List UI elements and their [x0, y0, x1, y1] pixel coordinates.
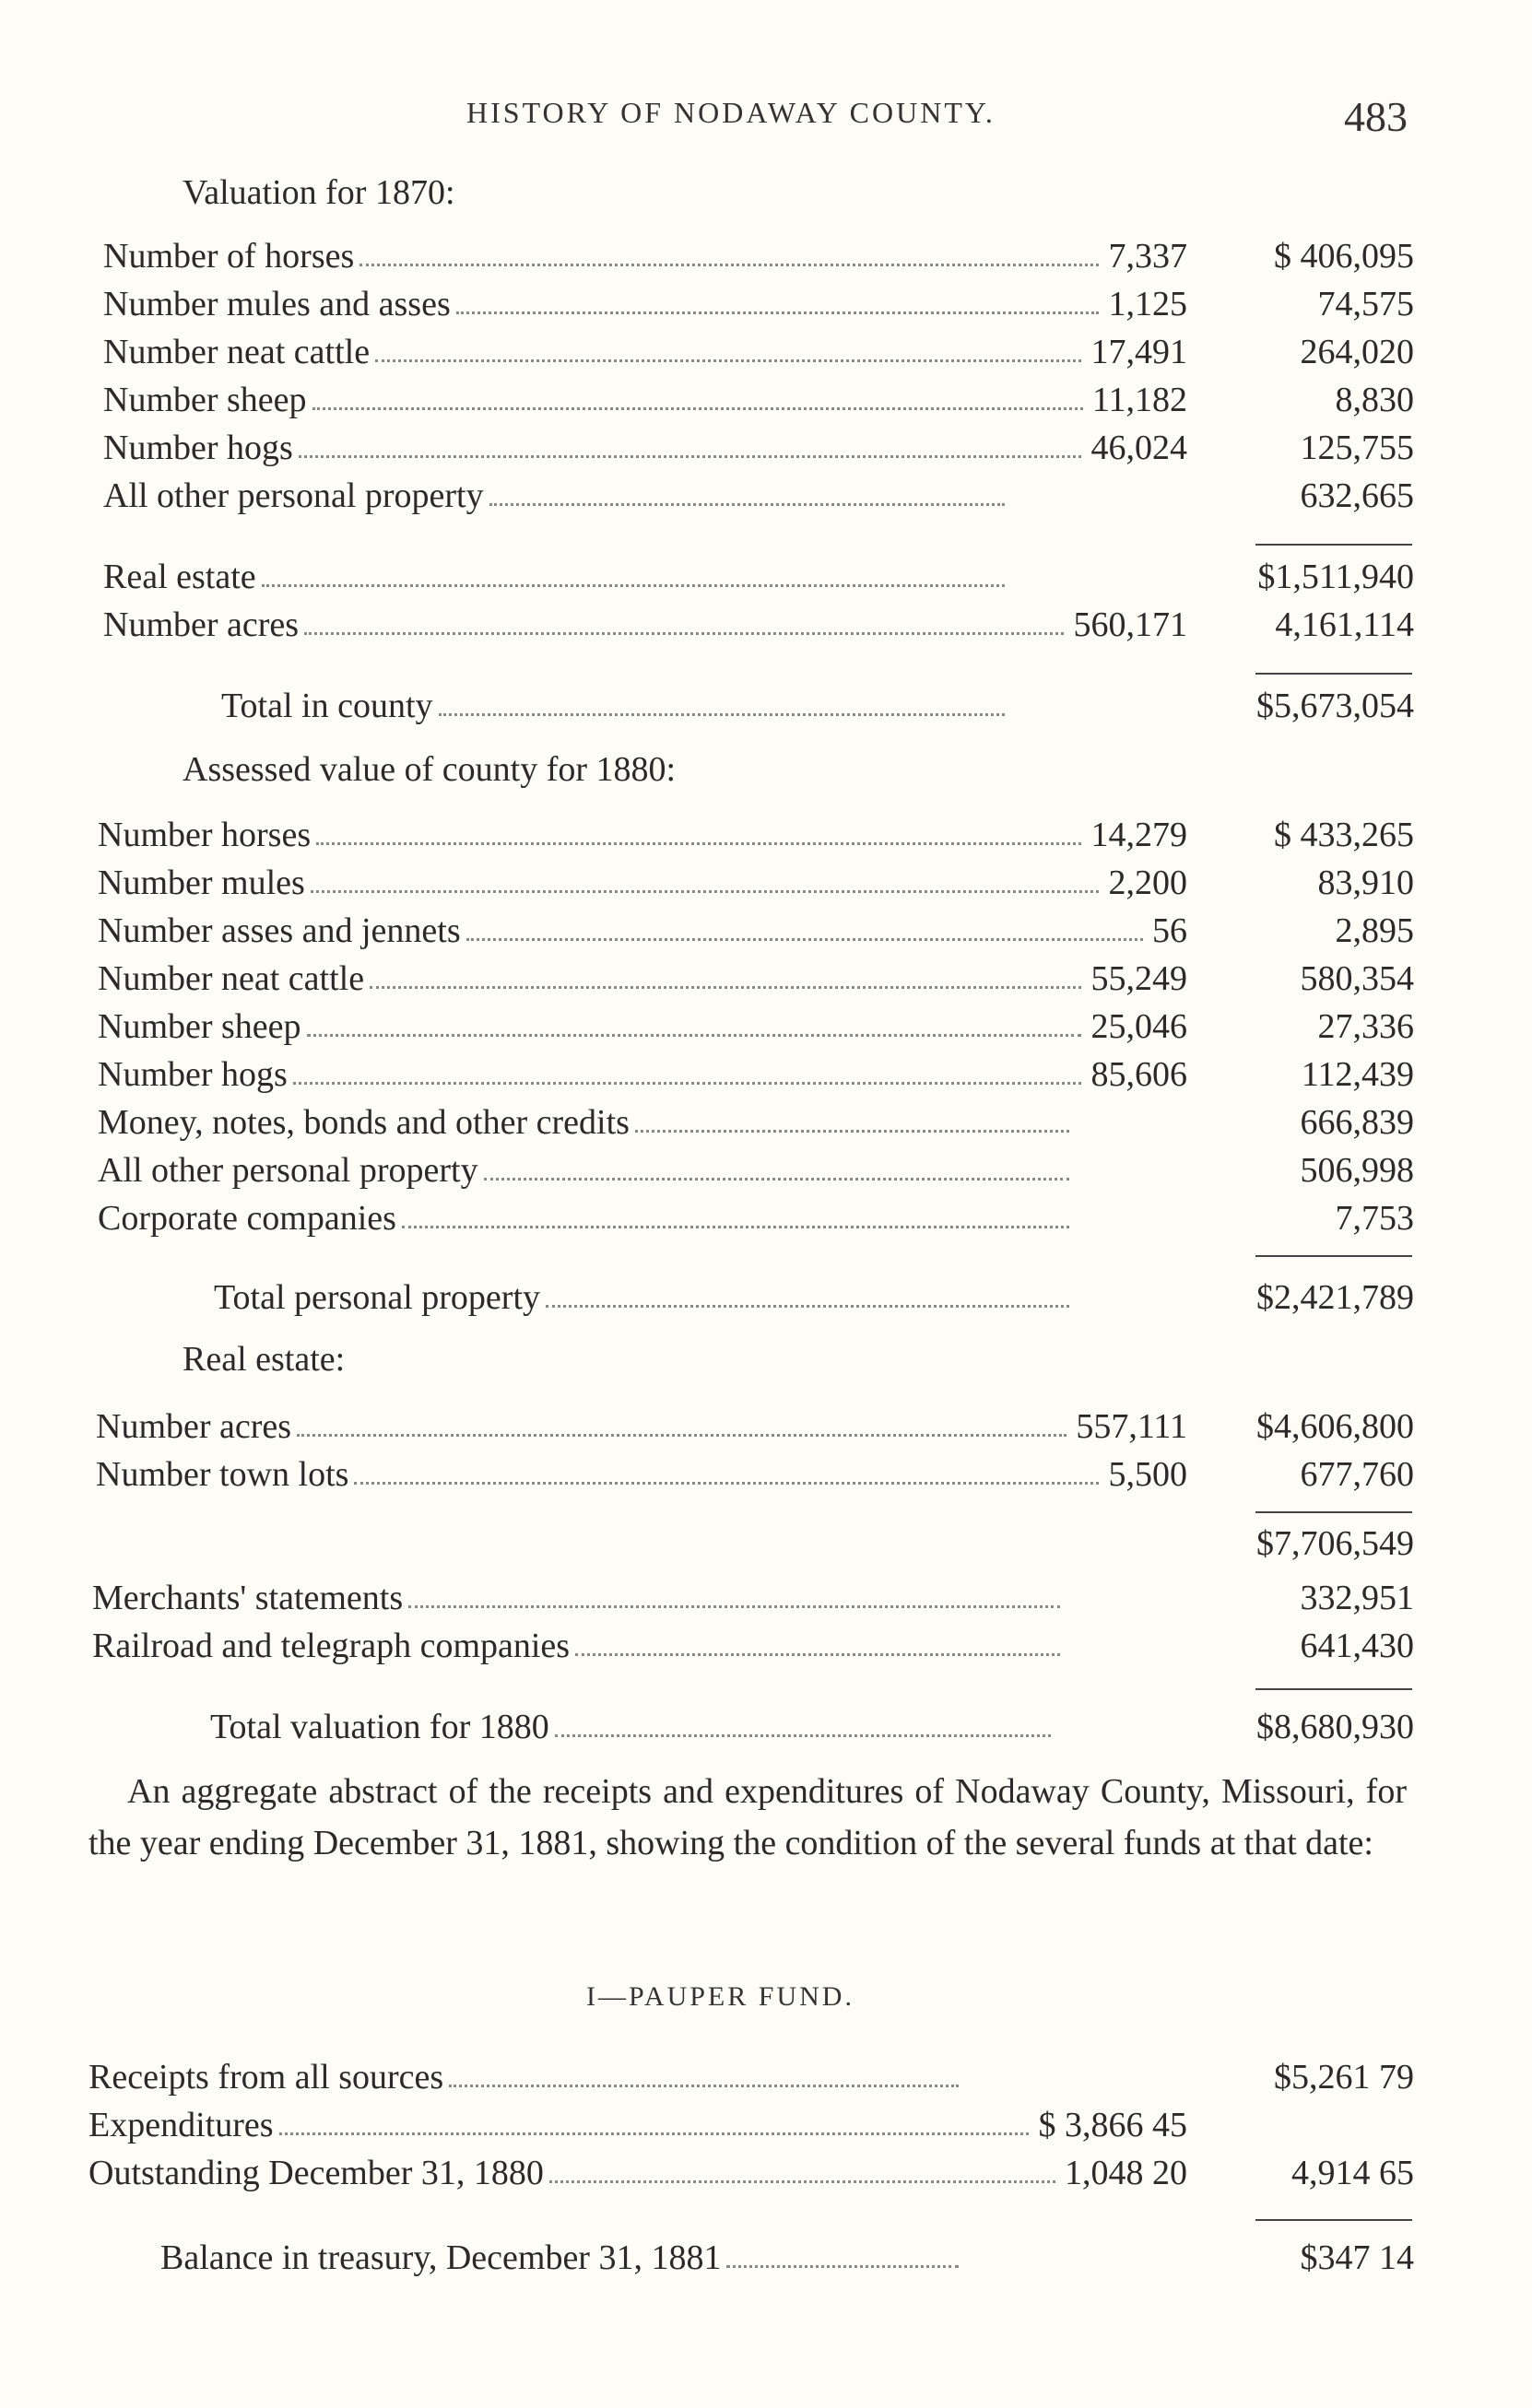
leader-dots: [279, 2132, 1030, 2135]
table-row: [96, 1406, 1414, 1449]
row-label: Number acres: [103, 605, 300, 644]
leader-dots: [466, 938, 1143, 941]
row-label: Number town lots: [96, 1455, 349, 1494]
leader-dots: [449, 2085, 959, 2087]
table-row: [88, 2105, 1414, 2147]
heading-1880: Assessed value of county for 1880:: [183, 750, 677, 789]
leader-dots: [456, 311, 1100, 314]
row-value: 125,755: [1300, 429, 1414, 467]
row-value: 580,354: [1300, 959, 1414, 998]
row-count: 557,111: [1076, 1407, 1187, 1446]
leader-dots: [299, 455, 1082, 458]
row-label: All other personal property: [103, 476, 484, 515]
total-value: $5,673,054: [1256, 687, 1414, 725]
leader-dots: [307, 1034, 1082, 1037]
row-count: 1,048 20: [1065, 2154, 1187, 2192]
row-value: 641,430: [1300, 1627, 1414, 1665]
leader-dots: [316, 842, 1081, 845]
row-label: Number neat cattle: [98, 959, 365, 998]
row-count: 17,491: [1090, 333, 1187, 371]
row-value: 4,161,114: [1275, 605, 1414, 644]
table-row: [98, 1150, 1414, 1192]
leader-dots: [549, 2180, 1055, 2183]
rule: [1255, 2219, 1412, 2221]
row-label: Number neat cattle: [103, 333, 371, 371]
row-value: $ 433,265: [1274, 816, 1414, 854]
row-value: 666,839: [1300, 1103, 1414, 1142]
page-number: 483: [1344, 93, 1408, 140]
row-value: 632,665: [1300, 476, 1414, 515]
row-label: Number asses and jennets: [98, 911, 461, 950]
row-count: 56: [1152, 911, 1187, 950]
leader-dots: [370, 986, 1081, 989]
row-count: 25,046: [1090, 1007, 1187, 1046]
row-value: 83,910: [1317, 863, 1414, 902]
table-row: [98, 1006, 1414, 1049]
row-label: Expenditures: [88, 2106, 274, 2144]
row-label: Railroad and telegraph companies: [92, 1627, 571, 1665]
row-label: Number of horses: [103, 237, 355, 276]
total-row: [214, 1277, 1414, 1320]
row-label: Number hogs: [103, 429, 293, 467]
table-row: [96, 1454, 1414, 1497]
total-label: Total valuation for 1880: [210, 1708, 549, 1746]
table-row: [98, 1198, 1414, 1240]
row-label: Number acres: [96, 1407, 292, 1446]
table-row: [98, 815, 1414, 857]
leader-dots: [312, 407, 1083, 410]
row-label: Corporate companies: [98, 1199, 396, 1238]
row-label: Number sheep: [98, 1007, 301, 1046]
row-label: Number hogs: [98, 1055, 288, 1094]
pauper-fund-heading: I—PAUPER FUND.: [586, 1981, 854, 2012]
row-label: Number mules: [98, 863, 305, 902]
rule: [1255, 544, 1412, 546]
table-row: [98, 910, 1414, 953]
row-label: All other personal property: [98, 1151, 478, 1190]
table-row: [103, 284, 1414, 326]
leader-dots: [439, 713, 1005, 716]
leader-dots: [408, 1605, 1060, 1608]
table-row: [103, 380, 1414, 422]
leader-dots: [293, 1082, 1082, 1085]
rule: [1255, 1255, 1412, 1257]
row-count: 11,182: [1091, 381, 1187, 419]
table-row: [98, 1102, 1414, 1145]
leader-dots: [546, 1305, 1069, 1308]
row-value: 264,020: [1300, 333, 1414, 371]
abstract-paragraph-text: An aggregate abstract of the receipts and expenditures of Nodaway County, Missouri, for the year ending December 31, 1881, showing the condition of the several funds at that date:: [88, 1772, 1407, 1862]
rule: [1255, 1511, 1412, 1513]
total-label: Balance in treasury, December 31, 1881: [160, 2238, 722, 2277]
row-label: Number mules and asses: [103, 285, 451, 323]
row-value: 332,951: [1300, 1579, 1414, 1617]
table-row: [98, 863, 1414, 905]
total-label: Total personal property: [214, 1278, 541, 1317]
row-count: 14,279: [1090, 816, 1187, 854]
row-count: $ 3,866 45: [1038, 2106, 1187, 2144]
total-value: $8,680,930: [1256, 1708, 1414, 1746]
row-count: 7,337: [1108, 237, 1187, 276]
leader-dots: [262, 584, 1005, 587]
row-label: Number horses: [98, 816, 312, 854]
row-value: 2,895: [1335, 911, 1414, 950]
table-row: [92, 1626, 1414, 1668]
table-row: [88, 2057, 1414, 2099]
leader-dots: [484, 1178, 1069, 1181]
table-row: [103, 428, 1414, 470]
leader-dots: [555, 1734, 1051, 1737]
row-count: 46,024: [1090, 429, 1187, 467]
row-value: 506,998: [1300, 1151, 1414, 1190]
leader-dots: [375, 359, 1081, 362]
row-count: 1,125: [1108, 285, 1187, 323]
row-value: $ 406,095: [1274, 237, 1414, 276]
leader-dots: [359, 264, 1099, 266]
leader-dots: [297, 1434, 1067, 1437]
leader-dots: [402, 1226, 1069, 1228]
row-value: 112,439: [1301, 1055, 1414, 1094]
table-row: [98, 958, 1414, 1001]
row-value: 8,830: [1335, 381, 1414, 419]
row-count: 2,200: [1108, 863, 1187, 902]
row-label: Money, notes, bonds and other credits: [98, 1103, 630, 1142]
row-value: $1,511,940: [1257, 558, 1414, 596]
leader-dots: [635, 1130, 1069, 1133]
rule: [1255, 1688, 1412, 1690]
row-count: 55,249: [1090, 959, 1187, 998]
leader-dots: [575, 1653, 1060, 1656]
row-label: Merchants' statements: [92, 1579, 404, 1617]
subtotal-value: $7,706,549: [1256, 1524, 1414, 1563]
table-row: [103, 332, 1414, 374]
leader-dots: [304, 632, 1064, 635]
row-value: $4,606,800: [1256, 1407, 1414, 1446]
table-row: [103, 605, 1414, 647]
leader-dots: [354, 1482, 1099, 1485]
real-estate-heading: Real estate:: [183, 1340, 346, 1379]
total-value: $347 14: [1300, 2238, 1414, 2277]
leader-dots: [311, 890, 1100, 893]
row-value: $5,261 79: [1274, 2058, 1414, 2097]
row-count: 5,500: [1108, 1455, 1187, 1494]
row-count: 85,606: [1090, 1055, 1187, 1094]
total-value: $2,421,789: [1256, 1278, 1414, 1317]
leader-dots: [489, 503, 1005, 506]
running-head: HISTORY OF NODAWAY COUNTY.: [466, 96, 996, 129]
table-row: [103, 476, 1414, 518]
table-row: [98, 1054, 1414, 1097]
row-value: 27,336: [1317, 1007, 1414, 1046]
table-row: [103, 557, 1414, 599]
row-label: Number sheep: [103, 381, 307, 419]
leader-dots: [726, 2265, 959, 2268]
row-label: Real estate: [103, 558, 256, 596]
table-row: [92, 1578, 1414, 1620]
table-row: [103, 236, 1414, 278]
table-row: [88, 2153, 1414, 2195]
rule: [1255, 673, 1412, 675]
total-label: Total in county: [221, 687, 433, 725]
row-count: 560,171: [1073, 605, 1187, 644]
total-row: [210, 1707, 1414, 1749]
row-value: 74,575: [1317, 285, 1414, 323]
row-label: Outstanding December 31, 1880: [88, 2154, 544, 2192]
row-label: Receipts from all sources: [88, 2058, 444, 2097]
heading-1870: Valuation for 1870:: [183, 173, 455, 212]
row-value: 677,760: [1300, 1455, 1414, 1494]
total-row: [221, 686, 1414, 728]
row-value: 4,914 65: [1291, 2154, 1414, 2192]
total-row: [160, 2238, 1414, 2280]
abstract-paragraph: [88, 1766, 1407, 1869]
row-value: 7,753: [1335, 1199, 1414, 1238]
